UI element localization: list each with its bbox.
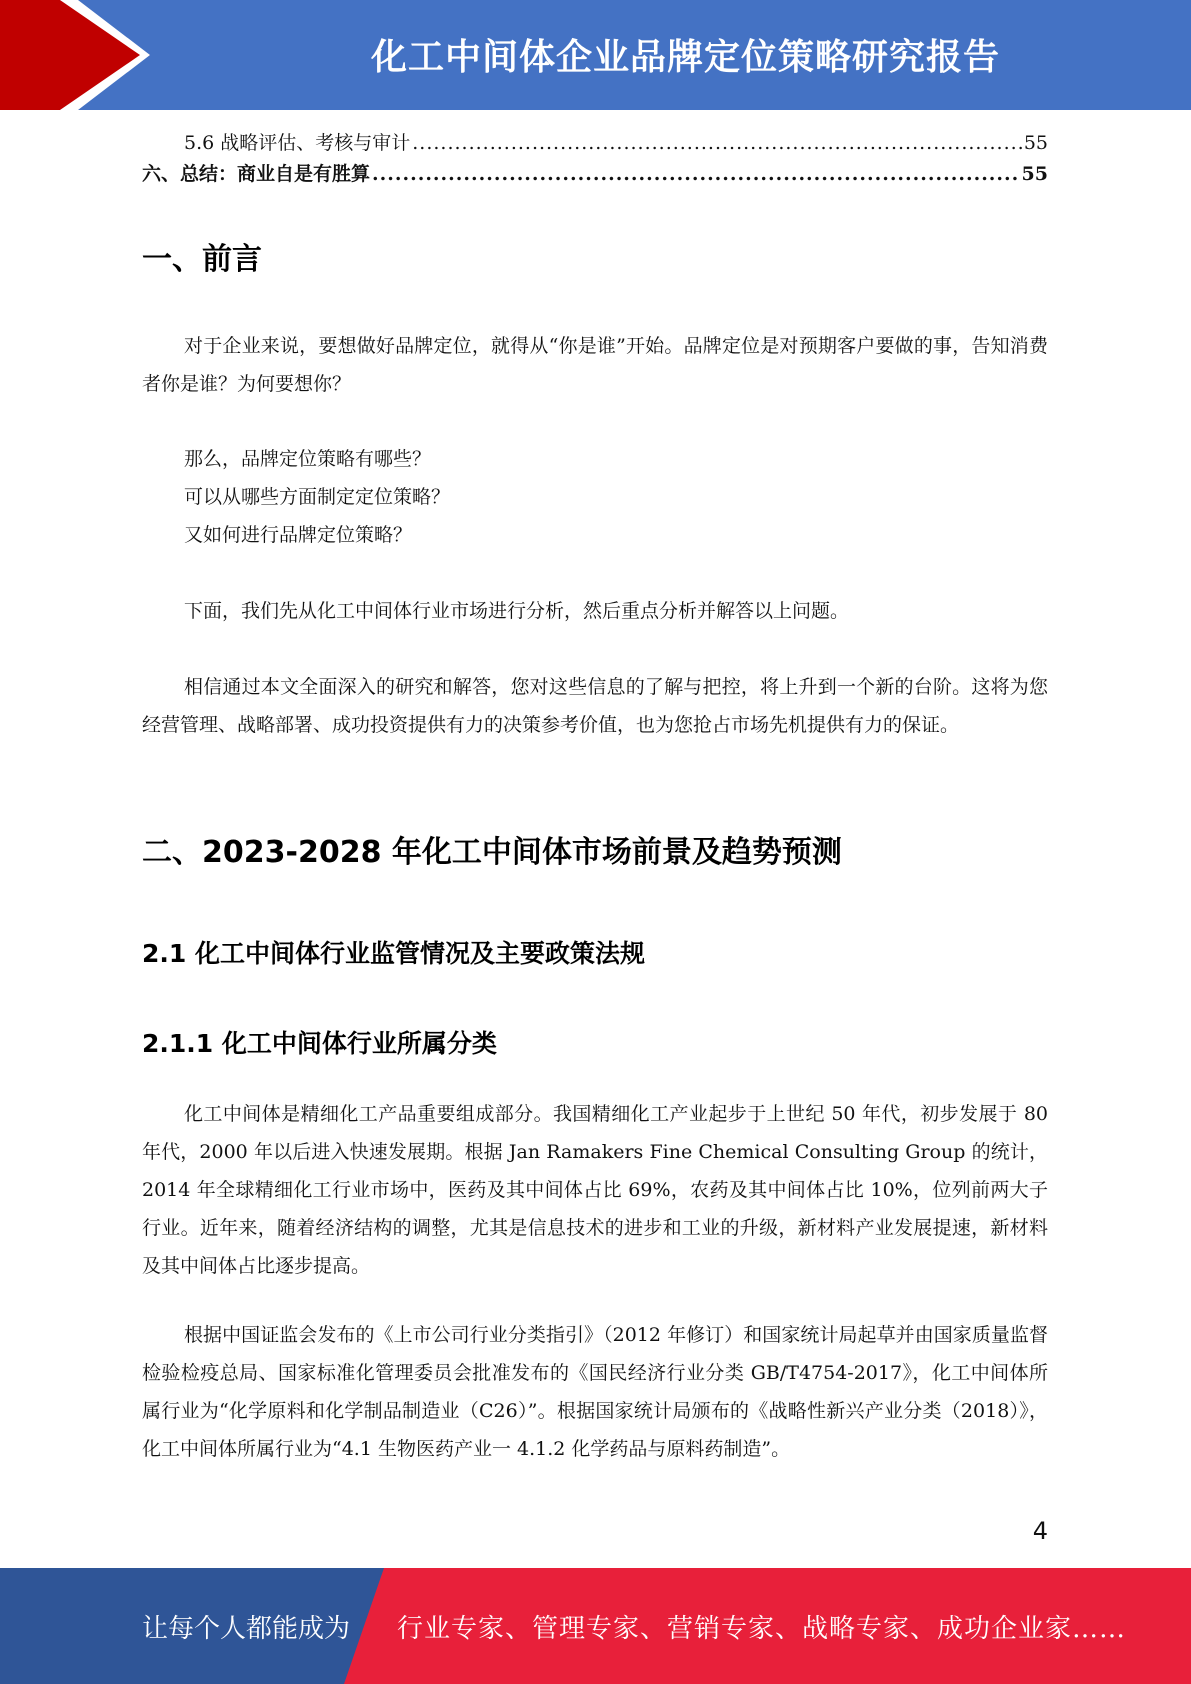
toc-leader-dots bbox=[412, 128, 1022, 159]
question-line: 又如何进行品牌定位策略？ bbox=[184, 524, 413, 546]
question-line: 那么，品牌定位策略有哪些？ bbox=[184, 448, 432, 470]
toc-entry-page: 55 bbox=[1023, 132, 1048, 154]
question-line: 可以从哪些方面制定定位策略？ bbox=[184, 486, 451, 508]
subsubsection-heading: 2.1.1 化工中间体行业所属分类 bbox=[142, 1029, 497, 1058]
toc-entry[interactable] bbox=[142, 159, 1048, 190]
page-footer bbox=[0, 1568, 1191, 1684]
toc-entry-label: 5.6 战略评估、考核与审计 bbox=[184, 132, 411, 154]
page-header bbox=[0, 0, 1191, 110]
page-number: 4 bbox=[1032, 1517, 1048, 1545]
paragraph: 化工中间体是精细化工产品重要组成部分。我国精细化工产业起步于上世纪 50 年代，初步发展于 80 年代，2000 年以后进入快速发展期。根据 Jan Ramakers Fine Chemical Consulting Group 的统计，2014 年全球精细化工行业市场中，医药及其中间体占比 69%，农药及其中间体占比 10%，位列前两大子行业。近年来，随着经济结构的调整，尤其是信息技术的进步和工业的升级，新材料产业发展提速，新材料及其中间体占比逐步提高。 bbox=[142, 1103, 1048, 1277]
section-heading-preface: 一、前言 bbox=[142, 242, 262, 277]
paragraph: 相信通过本文全面深入的研究和解答，您对这些信息的了解与把控，将上升到一个新的台阶。这将为您经营管理、战略部署、成功投资提供有力的决策参考价值，也为您抢占市场先机提供有力的保证。 bbox=[142, 676, 1048, 736]
toc-entry-label: 六、总结：商业自是有胜算 bbox=[142, 163, 371, 185]
paragraph: 对于企业来说，要想做好品牌定位，就得从“你是谁”开始。品牌定位是对预期客户要做的事，告知消费者你是谁？为何要想你？ bbox=[142, 335, 1048, 395]
report-title: 化工中间体企业品牌定位策略研究报告 bbox=[370, 36, 1000, 78]
toc-entry-page: 55 bbox=[1021, 163, 1048, 185]
paragraph: 下面，我们先从化工中间体行业市场进行分析，然后重点分析并解答以上问题。 bbox=[184, 600, 850, 622]
toc-entry[interactable] bbox=[142, 128, 1048, 159]
subsection-heading: 2.1 化工中间体行业监管情况及主要政策法规 bbox=[142, 939, 645, 968]
toc-leader-dots bbox=[372, 159, 1020, 190]
footer-slogan-left: 让每个人都能成为 bbox=[142, 1613, 351, 1644]
section-heading-market-forecast: 二、2023-2028 年化工中间体市场前景及趋势预测 bbox=[142, 835, 842, 870]
table-of-contents bbox=[142, 128, 1048, 190]
header-chevron-icon bbox=[0, 0, 160, 110]
footer-slogan-right: 行业专家、管理专家、营销专家、战略专家、成功企业家…… bbox=[397, 1613, 1127, 1644]
paragraph: 根据中国证监会发布的《上市公司行业分类指引》（2012 年修订）和国家统计局起草并由国家质量监督检验检疫总局、国家标准化管理委员会批准发布的《国民经济行业分类 GB/T4754-2017》，化工中间体所属行业为“化学原料和化学制品制造业（C26）”。根据国家统计局颁布的《战略性新兴产业分类（2018）》，化工中间体所属行业为“4.1 生物医药产业一 4.1.2 化学药品与原料药制造”。 bbox=[142, 1324, 1048, 1460]
